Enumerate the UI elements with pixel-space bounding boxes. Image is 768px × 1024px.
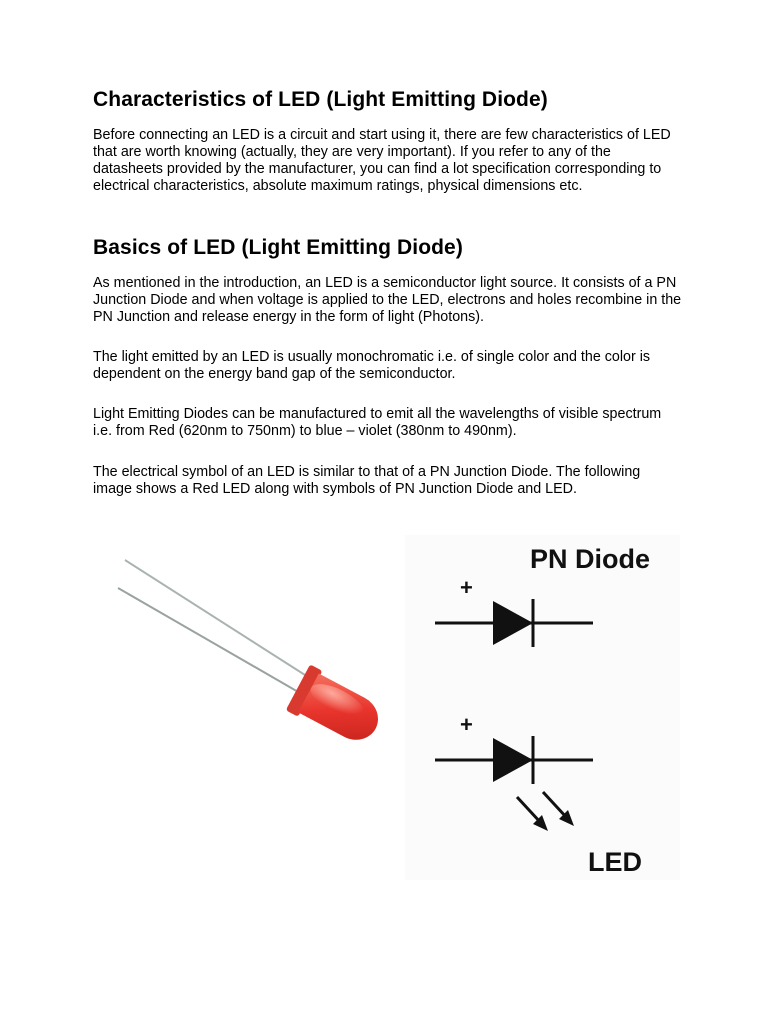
pn-diode-plus-sign: + bbox=[460, 575, 473, 600]
diode-symbols-panel bbox=[405, 535, 680, 880]
heading-basics-of-led: Basics of LED (Light Emitting Diode) bbox=[93, 236, 463, 259]
paragraph-characteristics-intro: Before connecting an LED is a circuit and start using it, there are few characteristics of LED that are worth knowing (actually, they are very important). If you refer to any of the datasheets provided by the manufacturer, you can find a lot specification corresponding to electrical characteristics, absolute maximum ratings, physical dimensions etc. bbox=[93, 127, 671, 194]
paragraph-monochromatic-light: The light emitted by an LED is usually monochromatic i.e. of single color and the color is dependent on the energy band gap of the semiconductor. bbox=[93, 349, 651, 382]
pn-diode-symbol-icon bbox=[435, 599, 593, 647]
paragraph-electrical-symbol: The electrical symbol of an LED is similar to that of a PN Junction Diode. The following image shows a Red LED along with symbols of PN Junction Diode and LED. bbox=[93, 464, 641, 497]
red-led-photo bbox=[100, 535, 400, 880]
led-plus-sign: + bbox=[460, 712, 473, 737]
led-figure bbox=[100, 535, 680, 880]
led-symbol-icon bbox=[435, 736, 593, 831]
pn-diode-label: PN Diode bbox=[530, 544, 651, 574]
led-label: LED bbox=[588, 847, 642, 877]
heading-characteristics-of-led: Characteristics of LED (Light Emitting Diode) bbox=[93, 88, 548, 111]
diode-symbols-diagram bbox=[405, 535, 680, 880]
paragraph-led-semiconductor: As mentioned in the introduction, an LED is a semiconductor light source. It consists of a PN Junction Diode and when voltage is applied to the LED, electrons and holes recombine in the PN Junction and release energy in the form of light (Photons). bbox=[93, 275, 682, 325]
paragraph-visible-spectrum: Light Emitting Diodes can be manufactured to emit all the wavelengths of visible spectrum i.e. from Red (620nm to 750nm) to blue – violet (380nm to 490nm). bbox=[93, 406, 662, 439]
red-led-icon bbox=[100, 535, 400, 880]
